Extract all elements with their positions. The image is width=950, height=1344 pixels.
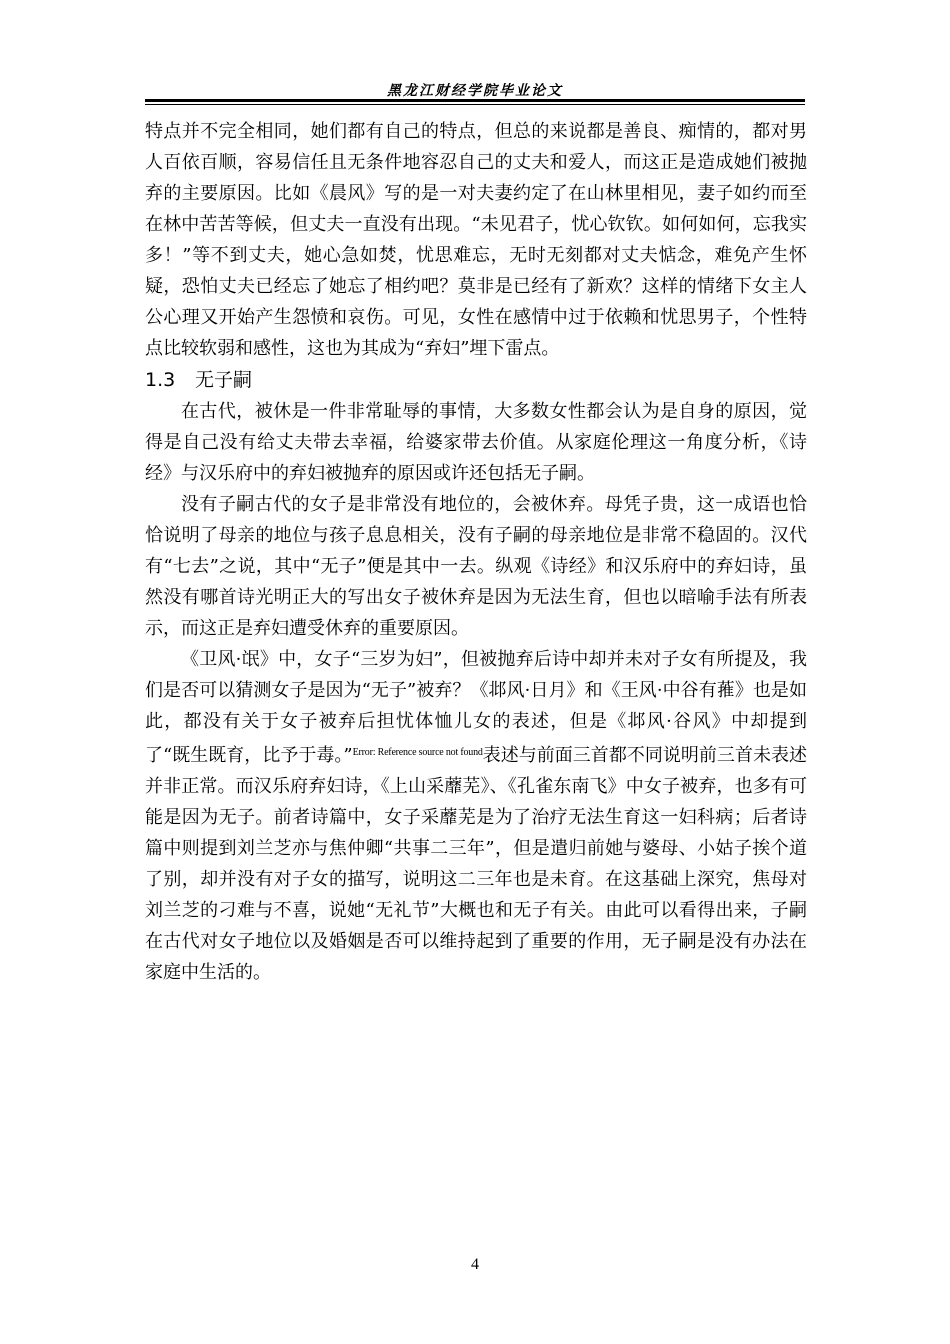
paragraph-2: 没有子嗣古代的女子是非常没有地位的，会被休弃。母凭子贵，这一成语也恰恰说明了母亲的地位与孩子息息相关，没有子嗣的母亲地位是非常不稳固的。汉代有“七去”之说，其中“无子”便是其中一去。纵观《诗经》和汉乐府中的弃妇诗，虽然没有哪首诗光明正大的写出女子被休弃是因为无法生育，但也以暗喻手法有所表示，而这正是弃妇遭受休弃的重要原因。 (145, 494, 807, 639)
section-heading (145, 364, 807, 396)
paragraph-1: 在古代，被休是一件非常耻辱的事情，大多数女性都会认为是自身的原因，觉得是自己没有给丈夫带去幸福，给婆家带去价值。从家庭伦理这一角度分析，《诗经》与汉乐府中的弃妇被抛弃的原因或许还包括无子嗣。 (145, 401, 807, 484)
paragraph-3 (145, 644, 807, 988)
header-rule-thick (145, 99, 805, 102)
paragraph-3-part2: 表述与前面三首都不同说明前三首未表述并非正常。而汉乐府弃妇诗，《上山采蘼芜》、《孔雀东南飞》中女子被弃，也多有可能是因为无子。前者诗篇中，女子采蘼芜是为了治疗无法生育这一妇科病；后者诗篇中则提到刘兰芝亦与焦仲卿“共事二三年”，但是遣归前她与婆母、小姑子挨个道了别，却并没有对子女的描写，说明这二三年也是未育。在这基础上深究，焦母对刘兰芝的刁难与不喜，说她“无礼节”大概也和无子有关。由此可以看得出来，子嗣在古代对女子地位以及婚姻是否可以维持起到了重要的作用，无子嗣是没有办法在家庭中生活的。 (145, 745, 807, 983)
section-title: 无子嗣 (195, 369, 253, 391)
document-body (145, 116, 807, 988)
intro-paragraph: 特点并不完全相同，她们都有自己的特点，但总的来说都是善良、痴情的，都对男人百依百顺，容易信任且无条件地容忍自己的丈夫和爱人，而这正是造成她们被抛弃的主要原因。比如《晨风》写的是一对夫妻约定了在山林里相见，妻子如约而至在林中苦苦等候，但丈夫一直没有出现。“未见君子，忧心钦钦。如何如何，忘我实多！”等不到丈夫，她心急如焚，忧思难忘，无时无刻都对丈夫惦念，难免产生怀疑，恐怕丈夫已经忘了她忘了相约吧？莫非是已经有了新欢？这样的情绪下女主人公心理又开始产生怨愤和哀伤。可见，女性在感情中过于依赖和忧思男子，个性特点比较软弱和感性，这也为其成为“弃妇”埋下雷点。 (145, 121, 807, 359)
page-number: 4 (471, 1256, 479, 1273)
paragraph-3-part1: 《卫风·氓》中，女子“三岁为妇”，但被抛弃后诗中却并未对子女有所提及，我们是否可以猜测女子是因为“无子”被弃？《邶风·日月》和《王风·中谷有蓷》也是如此，都没有关于女子被弃后担忧体恤儿女的表述，但是《邶风·谷风》中却提到了“既生既育，比予于毒。” (145, 649, 807, 766)
page-header-title: 黑龙江财经学院毕业论文 (387, 83, 563, 99)
section-number: 1.3 (145, 369, 176, 391)
header-rule-thin (145, 104, 805, 105)
footnote-reference-error[interactable]: Error: Reference source not found (352, 747, 483, 758)
